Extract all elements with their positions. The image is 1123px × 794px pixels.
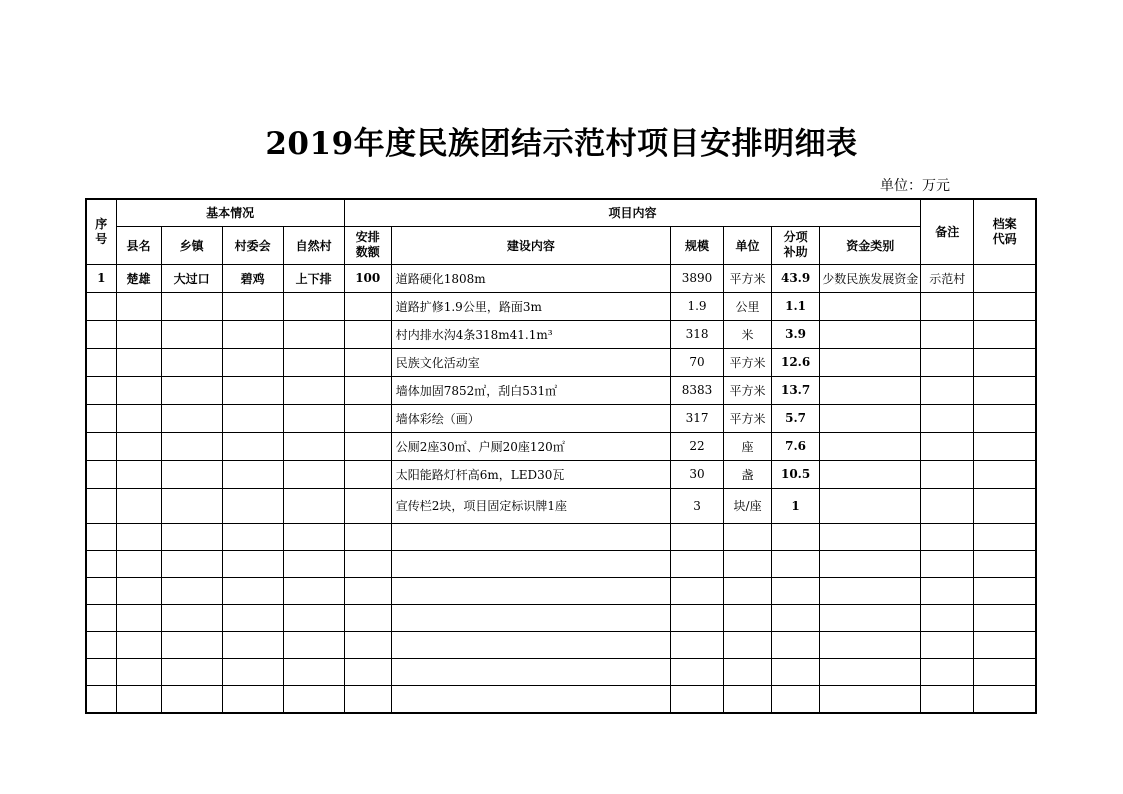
empty-cell [344,604,391,631]
cell-natural-village [283,292,344,320]
cell-town [161,320,222,348]
cell-natural-village [283,460,344,488]
empty-cell [772,604,820,631]
cell-fund-type [820,376,921,404]
cell-archive-code [974,488,1036,523]
table-row [86,488,1036,523]
cell-natural-village [283,320,344,348]
cell-content: 道路扩修1.9公里，路面3m [391,292,670,320]
empty-cell [724,523,772,550]
cell-content: 墙体加固7852㎡，刮白531㎡ [391,376,670,404]
empty-cell [161,685,222,713]
cell-county [116,488,161,523]
empty-cell [671,550,724,577]
cell-archive-code [974,348,1036,376]
empty-cell [671,685,724,713]
empty-cell [161,658,222,685]
empty-cell [921,523,974,550]
empty-cell [222,550,283,577]
cell-remarks [921,404,974,432]
table-row [86,376,1036,404]
cell-village-committee [222,488,283,523]
cell-village-committee [222,376,283,404]
cell-scale: 8383 [671,376,724,404]
cell-county [116,404,161,432]
empty-cell [283,658,344,685]
empty-cell [116,631,161,658]
header-village-committee: 村委会 [222,226,283,264]
cell-unit: 平方米 [724,264,772,292]
cell-village-committee: 碧鸡 [222,264,283,292]
cell-subsidy: 10.5 [772,460,820,488]
empty-cell [222,604,283,631]
cell-content: 墙体彩绘（画） [391,404,670,432]
cell-amount [344,404,391,432]
cell-subsidy: 1 [772,488,820,523]
cell-archive-code [974,376,1036,404]
empty-row [86,685,1036,713]
cell-remarks [921,320,974,348]
empty-cell [921,685,974,713]
empty-cell [344,685,391,713]
cell-content: 宣传栏2块，项目固定标识牌1座 [391,488,670,523]
cell-fund-type [820,432,921,460]
cell-county [116,320,161,348]
cell-town [161,376,222,404]
empty-cell [820,550,921,577]
cell-fund-type [820,320,921,348]
header-basic-info: 基本情况 [116,199,344,226]
empty-cell [391,604,670,631]
unit-label: 单位：万元 [880,178,950,194]
empty-cell [344,631,391,658]
empty-cell [820,523,921,550]
empty-cell [974,685,1036,713]
cell-scale: 3890 [671,264,724,292]
cell-amount [344,376,391,404]
cell-village-committee [222,292,283,320]
cell-natural-village [283,488,344,523]
cell-village-committee [222,320,283,348]
cell-scale: 30 [671,460,724,488]
empty-cell [391,577,670,604]
cell-amount [344,432,391,460]
table-row [86,292,1036,320]
cell-natural-village: 上下排 [283,264,344,292]
cell-county: 楚雄 [116,264,161,292]
cell-remarks [921,376,974,404]
empty-cell [161,550,222,577]
cell-subsidy: 3.9 [772,320,820,348]
empty-cell [724,604,772,631]
cell-scale: 3 [671,488,724,523]
header-subsidy: 分项补助 [772,226,820,264]
cell-seq [86,320,116,348]
empty-cell [820,658,921,685]
cell-fund-type [820,460,921,488]
cell-natural-village [283,432,344,460]
empty-cell [391,550,670,577]
empty-cell [724,550,772,577]
cell-county [116,460,161,488]
header-arranged-amount: 安排数额 [344,226,391,264]
cell-remarks [921,292,974,320]
empty-cell [86,550,116,577]
cell-fund-type [820,488,921,523]
empty-cell [671,577,724,604]
empty-row [86,523,1036,550]
empty-row [86,604,1036,631]
empty-cell [283,523,344,550]
empty-cell [671,604,724,631]
empty-cell [974,631,1036,658]
cell-unit: 公里 [724,292,772,320]
empty-cell [116,577,161,604]
table-row [86,460,1036,488]
cell-fund-type [820,404,921,432]
cell-seq [86,404,116,432]
cell-seq [86,292,116,320]
empty-cell [820,631,921,658]
header-project-content: 项目内容 [344,199,921,226]
header-construction: 建设内容 [391,226,670,264]
cell-remarks [921,432,974,460]
cell-subsidy: 13.7 [772,376,820,404]
page-title: 2019年度民族团结示范村项目安排明细表 [265,126,858,162]
header-natural-village: 自然村 [283,226,344,264]
table-row [86,320,1036,348]
header-county: 县名 [116,226,161,264]
cell-content: 公厕2座30㎡、户厕20座120㎡ [391,432,670,460]
cell-unit: 座 [724,432,772,460]
empty-cell [921,631,974,658]
cell-town [161,348,222,376]
table-row [86,404,1036,432]
cell-unit: 块/座 [724,488,772,523]
empty-cell [116,604,161,631]
empty-cell [724,685,772,713]
empty-cell [283,577,344,604]
empty-cell [671,523,724,550]
header-town: 乡镇 [161,226,222,264]
empty-cell [921,658,974,685]
cell-unit: 盏 [724,460,772,488]
cell-remarks: 示范村 [921,264,974,292]
empty-cell [921,577,974,604]
empty-cell [391,658,670,685]
cell-archive-code [974,460,1036,488]
empty-cell [974,604,1036,631]
cell-subsidy: 43.9 [772,264,820,292]
table-row [86,432,1036,460]
empty-cell [671,658,724,685]
empty-cell [974,658,1036,685]
cell-seq [86,376,116,404]
empty-cell [921,604,974,631]
empty-cell [921,550,974,577]
cell-seq [86,488,116,523]
empty-cell [772,658,820,685]
empty-cell [344,577,391,604]
empty-cell [86,631,116,658]
empty-cell [391,523,670,550]
cell-scale: 317 [671,404,724,432]
empty-cell [86,658,116,685]
cell-amount [344,348,391,376]
cell-natural-village [283,348,344,376]
empty-cell [222,523,283,550]
cell-subsidy: 7.6 [772,432,820,460]
cell-natural-village [283,404,344,432]
empty-cell [772,550,820,577]
cell-seq [86,460,116,488]
empty-cell [161,577,222,604]
cell-fund-type [820,348,921,376]
cell-scale: 70 [671,348,724,376]
cell-content: 村内排水沟4条318m41.1m³ [391,320,670,348]
cell-county [116,292,161,320]
cell-amount [344,292,391,320]
header-unit: 单位 [724,226,772,264]
cell-remarks [921,460,974,488]
empty-cell [86,685,116,713]
empty-cell [283,550,344,577]
empty-cell [772,685,820,713]
empty-cell [391,685,670,713]
empty-cell [222,631,283,658]
empty-row [86,658,1036,685]
cell-town: 大过口 [161,264,222,292]
cell-content: 民族文化活动室 [391,348,670,376]
header-seq: 序号 [86,199,116,264]
empty-cell [161,523,222,550]
cell-county [116,348,161,376]
cell-fund-type [820,292,921,320]
empty-cell [391,631,670,658]
cell-amount [344,320,391,348]
table-row [86,264,1036,292]
empty-cell [222,577,283,604]
cell-subsidy: 5.7 [772,404,820,432]
empty-cell [283,604,344,631]
empty-cell [116,685,161,713]
empty-cell [671,631,724,658]
empty-cell [344,658,391,685]
empty-cell [724,631,772,658]
cell-village-committee [222,404,283,432]
table-row [86,348,1036,376]
cell-archive-code [974,292,1036,320]
empty-cell [974,577,1036,604]
header-archive-code: 档案代码 [974,199,1036,264]
cell-unit: 米 [724,320,772,348]
empty-cell [116,658,161,685]
cell-subsidy: 1.1 [772,292,820,320]
cell-seq [86,348,116,376]
cell-town [161,488,222,523]
empty-cell [161,631,222,658]
empty-cell [772,577,820,604]
cell-amount [344,460,391,488]
cell-subsidy: 12.6 [772,348,820,376]
empty-cell [283,685,344,713]
cell-county [116,376,161,404]
cell-town [161,404,222,432]
empty-cell [222,658,283,685]
header-scale: 规模 [671,226,724,264]
empty-cell [161,604,222,631]
empty-cell [344,550,391,577]
cell-remarks [921,348,974,376]
empty-row [86,631,1036,658]
cell-amount [344,488,391,523]
empty-cell [344,523,391,550]
cell-amount: 100 [344,264,391,292]
cell-unit: 平方米 [724,348,772,376]
cell-town [161,432,222,460]
cell-remarks [921,488,974,523]
empty-cell [222,685,283,713]
cell-archive-code [974,404,1036,432]
empty-cell [820,577,921,604]
cell-scale: 318 [671,320,724,348]
cell-unit: 平方米 [724,404,772,432]
empty-cell [283,631,344,658]
project-table [85,198,1037,714]
empty-cell [820,604,921,631]
cell-unit: 平方米 [724,376,772,404]
empty-cell [724,658,772,685]
cell-county [116,432,161,460]
cell-village-committee [222,432,283,460]
empty-cell [86,523,116,550]
empty-cell [974,523,1036,550]
cell-village-committee [222,348,283,376]
cell-natural-village [283,376,344,404]
cell-archive-code [974,320,1036,348]
empty-row [86,550,1036,577]
cell-seq: 1 [86,264,116,292]
cell-archive-code [974,264,1036,292]
empty-cell [86,604,116,631]
cell-content: 太阳能路灯杆高6m，LED30瓦 [391,460,670,488]
cell-village-committee [222,460,283,488]
header-fund-type: 资金类别 [820,226,921,264]
cell-archive-code [974,432,1036,460]
cell-fund-type: 少数民族发展资金 [820,264,921,292]
table-body [86,264,1036,713]
empty-cell [724,577,772,604]
header-remarks: 备注 [921,199,974,264]
empty-cell [86,577,116,604]
empty-cell [974,550,1036,577]
empty-cell [116,523,161,550]
empty-cell [772,523,820,550]
cell-content: 道路硬化1808m [391,264,670,292]
cell-seq [86,432,116,460]
empty-row [86,577,1036,604]
cell-scale: 1.9 [671,292,724,320]
empty-cell [772,631,820,658]
cell-town [161,292,222,320]
cell-scale: 22 [671,432,724,460]
empty-cell [820,685,921,713]
empty-cell [116,550,161,577]
cell-town [161,460,222,488]
